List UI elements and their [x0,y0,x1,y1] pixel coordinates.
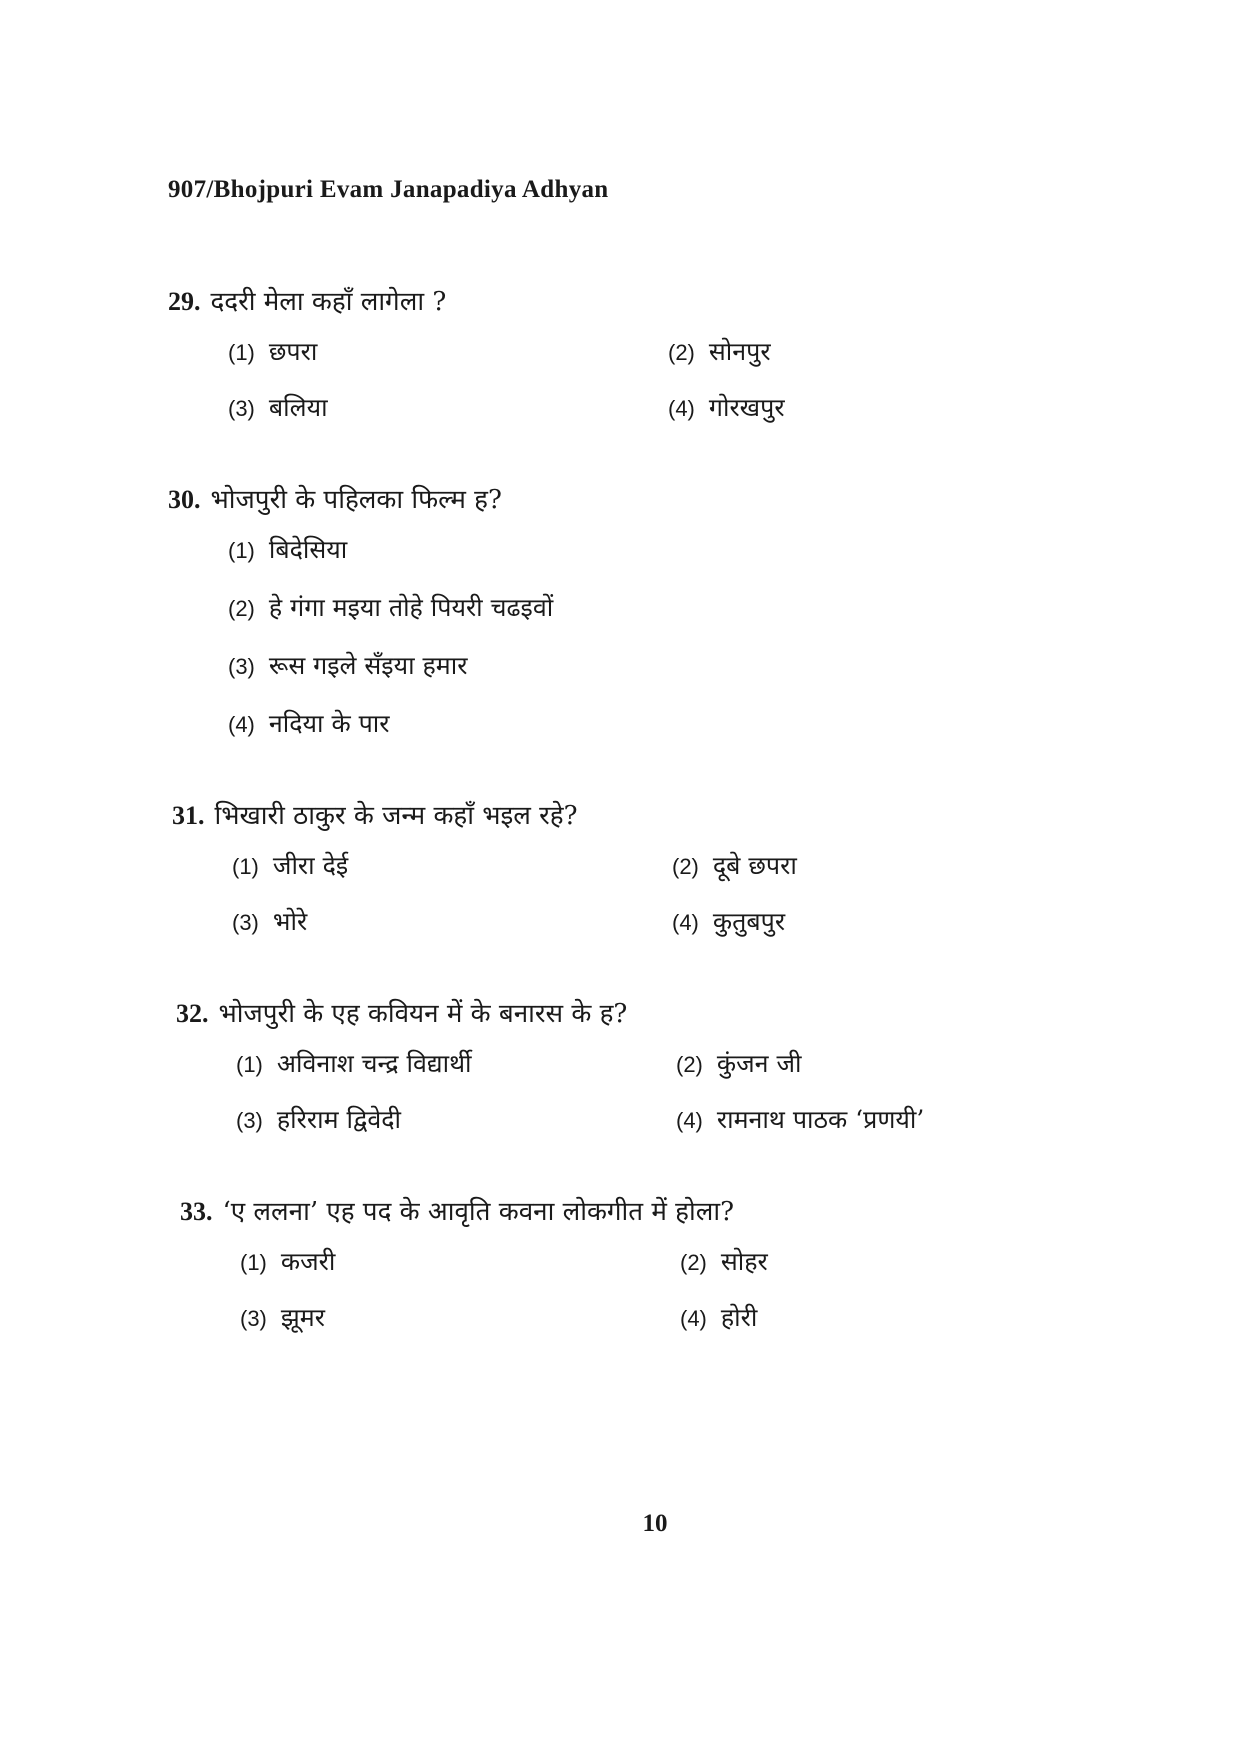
option-1 [228,334,668,374]
option-3 [232,904,672,944]
options-grid [232,848,1072,944]
option-2 [680,1244,1120,1284]
option-text: गोरखपुर [708,393,785,422]
option-3 [228,390,668,430]
options-grid [228,334,1068,430]
question-text: ‘ए ललना’ एह पद के आवृति कवना लोकगीत में होला? [222,1197,735,1227]
option-label: (1) [240,1250,267,1275]
question-29 [168,282,1068,430]
option-1 [240,1244,680,1284]
option-text: होरी [720,1303,758,1332]
question-stem [176,994,1076,1034]
option-text: छपरा [268,337,318,366]
option-text: रूस गइले सँइया हमार [268,651,468,680]
question-stem [180,1192,1080,1232]
option-4 [228,706,1068,746]
option-4 [680,1300,1120,1340]
question-30 [168,480,1068,764]
options-grid [236,1046,1076,1142]
option-label: (3) [236,1108,263,1133]
question-stem [168,480,1068,520]
option-2 [668,334,1108,374]
option-1 [232,848,672,888]
option-1 [228,532,1068,572]
option-text: जीरा देई [272,851,349,880]
options-grid [240,1244,1080,1340]
option-text: कुंजन जी [716,1049,802,1078]
option-label: (2) [680,1250,707,1275]
option-label: (4) [676,1108,703,1133]
option-2 [676,1046,1116,1086]
options-list [228,532,1068,746]
option-label: (4) [228,712,255,737]
option-text: कजरी [280,1247,336,1276]
option-text: कुतुबपुर [712,907,786,936]
option-text: बिदेसिया [268,535,348,564]
question-31 [172,796,1072,944]
option-3 [236,1102,676,1142]
question-number: 30. [168,485,201,514]
option-text: सोनपुर [708,337,771,366]
option-text: नदिया के पार [268,709,390,738]
option-text: हरिराम द्विवेदी [276,1105,401,1134]
option-label: (2) [228,596,255,621]
question-text: भोजपुरी के एह कवियन में के बनारस के ह? [218,999,628,1029]
option-text: बलिया [268,393,328,422]
option-label: (1) [228,538,255,563]
question-number: 29. [168,287,201,316]
question-text: ददरी मेला कहाँ लागेला ? [210,287,447,317]
option-label: (2) [676,1052,703,1077]
option-text: अविनाश चन्द्र विद्यार्थी [276,1049,472,1078]
option-label: (1) [228,340,255,365]
option-1 [236,1046,676,1086]
option-4 [668,390,1108,430]
question-number: 32. [176,999,209,1028]
option-2 [228,590,1068,630]
option-3 [228,648,1068,688]
question-stem [172,796,1072,836]
option-text: रामनाथ पाठक ‘प्रणयी’ [716,1105,925,1134]
option-label: (1) [236,1052,263,1077]
page-header-title: 907/Bhojpuri Evam Janapadiya Adhyan [168,176,609,203]
page-number: 10 [642,1510,668,1537]
question-32 [176,994,1076,1142]
option-label: (4) [680,1306,707,1331]
question-number: 33. [180,1197,213,1226]
option-label: (3) [240,1306,267,1331]
question-stem [168,282,1068,322]
option-text: दूबे छपरा [712,851,797,880]
option-text: हे गंगा मइया तोहे पियरी चढइवों [268,593,554,622]
option-3 [240,1300,680,1340]
option-label: (1) [232,854,259,879]
option-text: भोरे [272,907,308,936]
option-label: (2) [672,854,699,879]
option-label: (3) [228,654,255,679]
option-text: झूमर [280,1303,325,1332]
option-label: (3) [232,910,259,935]
question-text: भिखारी ठाकुर के जन्म कहाँ भइल रहे? [214,801,578,831]
option-2 [672,848,1112,888]
question-number: 31. [172,801,205,830]
question-33 [180,1192,1080,1340]
option-text: सोहर [720,1247,768,1276]
option-label: (4) [668,396,695,421]
option-label: (2) [668,340,695,365]
option-4 [676,1102,1116,1142]
question-text: भोजपुरी के पहिलका फिल्म ह? [210,485,502,515]
option-label: (3) [228,396,255,421]
option-4 [672,904,1112,944]
option-label: (4) [672,910,699,935]
